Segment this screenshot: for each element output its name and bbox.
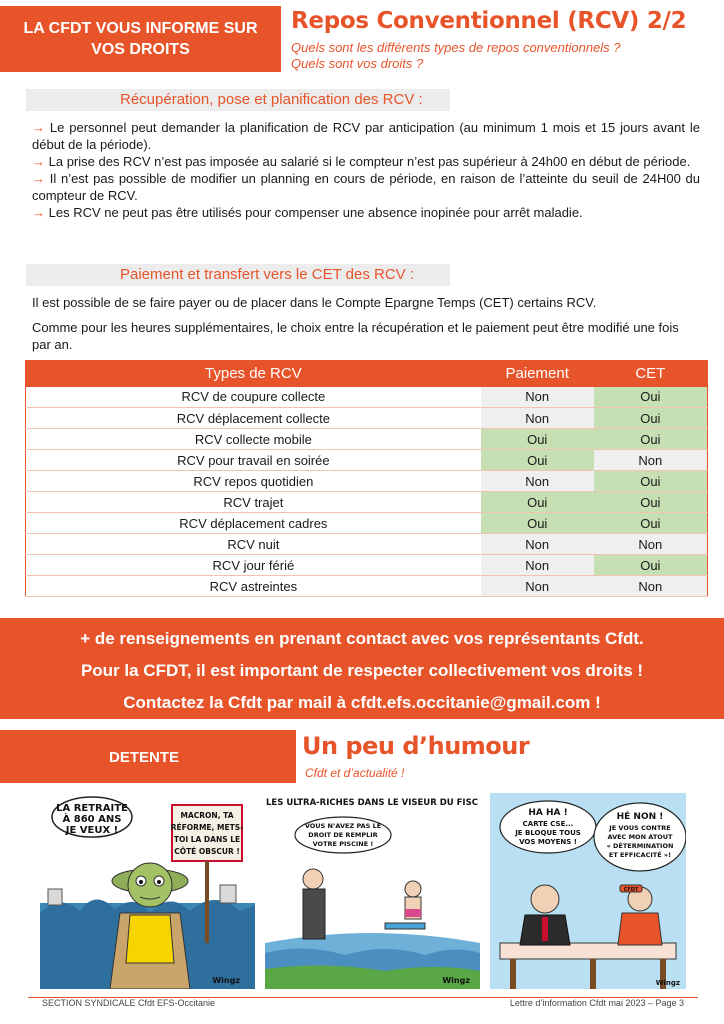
table-row: [26, 429, 708, 450]
bullet-text: Il n’est pas possible de modifier un planning en cours de période, en raison de l’atteinte du seuil de 24H00 du compteur de RCV.: [32, 171, 700, 203]
table-cell-type: RCV nuit: [26, 534, 481, 555]
table-row: [26, 576, 708, 597]
footer-page-info: Lettre d’information Cfdt mai 2023 – Page 3: [509, 998, 684, 1008]
c2-caption: LES ULTRA-RICHES DANS LE VISEUR DU FISC: [266, 798, 478, 808]
table-cell-type: RCV pour travail en soirée: [26, 450, 481, 471]
bullet-list: [32, 119, 700, 221]
paragraph-paiement: Il est possible de se faire payer ou de placer dans le Compte Epargne Temps (CET) certains RCV.: [32, 295, 597, 310]
table-row: [26, 513, 708, 534]
list-item: [32, 153, 700, 170]
table-cell-cet: Oui: [594, 471, 708, 492]
table-cell-type: RCV trajet: [26, 492, 481, 513]
table-cell-type: RCV repos quotidien: [26, 471, 481, 492]
column-header-type: Types de RCV: [26, 361, 481, 387]
c1-sign-line2: RÉFORME, METS-: [170, 823, 244, 832]
c3-bubble1-line4: VOS MOYENS !: [519, 838, 577, 846]
c3-bubble1-line2: CARTE CSE...: [522, 820, 574, 828]
table-cell-paiement: Non: [481, 471, 594, 492]
arrow-right-icon: →: [32, 120, 45, 135]
table-cell-cet: Non: [594, 576, 708, 597]
section-header-recuperation: [26, 89, 450, 111]
c2-bubble-line1: VOUS N’AVEZ PAS LE: [304, 822, 382, 830]
c3-bubble2-line1: HÉ NON !: [616, 812, 664, 822]
subtitle-line2: Quels sont vos droits ?: [291, 56, 424, 71]
list-item: [32, 119, 700, 153]
c1-sign-line4: CÔTÉ OBSCUR !: [174, 847, 240, 856]
table-cell-type: RCV déplacement collecte: [26, 408, 481, 429]
c3-bubble2-line5: ET EFFICACITÉ »!: [608, 851, 672, 859]
c1-bubble-line3: JE VEUX !: [65, 825, 119, 836]
banner-contact-email[interactable]: Contactez la Cfdt par mail à cfdt.efs.occitanie@gmail.com !: [123, 693, 601, 712]
table-cell-paiement: Non: [481, 534, 594, 555]
section-header-paiement: [26, 264, 450, 286]
table-cell-cet: Oui: [594, 513, 708, 534]
banner-line2: Pour la CFDT, il est important de respecter collectivement vos droits !: [80, 661, 644, 680]
table-cell-cet: Oui: [594, 429, 708, 450]
bullet-text: Le personnel peut demander la planification de RCV par anticipation (au minimum 1 mois et 15 jours avant le début de la période).: [32, 120, 700, 152]
detente-label: DETENTE: [109, 749, 180, 766]
header-box-line1: LA CFDT VOUS INFORME SUR: [23, 20, 258, 37]
table-row: [26, 534, 708, 555]
rcv-table: [25, 360, 708, 597]
table-cell-paiement: Non: [481, 576, 594, 597]
c3-signature: Wingz: [655, 979, 680, 987]
section-title-paiement: Paiement et transfert vers le CET des RCV :: [120, 266, 415, 283]
table-cell-paiement: Non: [481, 387, 594, 408]
table-cell-paiement: Oui: [481, 450, 594, 471]
bullet-text: La prise des RCV n’est pas imposée au salarié si le compteur n’est pas supérieur à 24h00 en début de période.: [48, 154, 691, 169]
table-cell-cet: Oui: [594, 408, 708, 429]
table-cell-cet: Oui: [594, 387, 708, 408]
table-row: [26, 387, 708, 408]
c1-bubble-line2: À 860 ANS: [62, 814, 122, 825]
column-header-cet: CET: [594, 361, 708, 387]
table-row: [26, 492, 708, 513]
list-item: [32, 170, 700, 204]
table-row: [26, 555, 708, 576]
table-cell-paiement: Non: [481, 555, 594, 576]
humour-title: Un peu d’humour: [302, 732, 530, 760]
paragraph-choix: Comme pour les heures supplémentaires, le choix entre la récupération et le paiement peut être modifié une fois par an.: [32, 320, 679, 352]
arrow-right-icon: →: [32, 205, 45, 220]
c1-signature: Wingz: [212, 976, 240, 985]
list-item: [32, 204, 700, 221]
c3-badge: CFDT: [623, 887, 639, 893]
cartoon-yoda-retraite: [40, 793, 255, 989]
detente-box: [0, 730, 296, 783]
table-cell-type: RCV jour férié: [26, 555, 481, 576]
table-row: [26, 408, 708, 429]
c2-signature: Wingz: [442, 976, 470, 985]
table-cell-paiement: Oui: [481, 513, 594, 534]
arrow-right-icon: →: [32, 171, 45, 186]
cartoon-carte-cse: [490, 793, 686, 989]
table-cell-paiement: Oui: [481, 492, 594, 513]
section-title-recuperation: Récupération, pose et planification des RCV :: [120, 91, 423, 108]
table-cell-cet: Non: [594, 534, 708, 555]
table-cell-type: RCV de coupure collecte: [26, 387, 481, 408]
header-info-box: [0, 6, 281, 72]
c2-bubble-line2: DROIT DE REMPLIR: [308, 831, 378, 839]
cartoon-1-drawing: [40, 793, 255, 989]
table-row: [26, 450, 708, 471]
table-cell-cet: Non: [594, 450, 708, 471]
table-row: [26, 471, 708, 492]
header-box-line2: VOS DROITS: [91, 41, 190, 58]
c3-bubble2-line3: AVEC MON ATOUT: [607, 833, 673, 841]
cartoon-ultra-riches: [265, 793, 480, 989]
contact-banner: [0, 618, 724, 719]
footer-section: SECTION SYNDICALE Cfdt EFS-Occitanie: [42, 998, 216, 1008]
page-subtitle: [291, 40, 621, 72]
bullet-text: Les RCV ne peut pas être utilisés pour compenser une absence inopinée pour arrêt maladie.: [48, 205, 583, 220]
cartoon-3-drawing: [490, 793, 686, 989]
humour-subtitle: Cfdt et d’actualité !: [305, 766, 405, 780]
table-header-row: [26, 361, 708, 387]
table-cell-type: RCV collecte mobile: [26, 429, 481, 450]
cartoon-2-drawing: [265, 793, 480, 989]
table-cell-cet: Oui: [594, 555, 708, 576]
table-cell-paiement: Oui: [481, 429, 594, 450]
c1-sign-line3: TOI LA DANS LE: [173, 835, 241, 844]
c2-bubble-line3: VOTRE PISCINE !: [312, 840, 374, 848]
banner-line1: + de renseignements en prenant contact avec vos représentants Cfdt.: [80, 629, 644, 648]
table-cell-type: RCV déplacement cadres: [26, 513, 481, 534]
c1-sign-line1: MACRON, TA: [180, 811, 234, 820]
c3-bubble2-line2: JE VOUS CONTRE: [609, 824, 671, 832]
c3-bubble2-line4: « DÉTERMINATION: [606, 842, 674, 850]
c3-bubble1-line3: JE BLOQUE TOUS: [515, 829, 581, 837]
table-cell-type: RCV astreintes: [26, 576, 481, 597]
c1-bubble-line1: LA RETRAITE: [56, 803, 128, 814]
arrow-right-icon: →: [32, 154, 45, 169]
page-title: Repos Conventionnel (RCV) 2/2: [291, 8, 687, 34]
column-header-paiement: Paiement: [481, 361, 594, 387]
table-cell-paiement: Non: [481, 408, 594, 429]
c3-bubble1-line1: HA HA !: [528, 808, 568, 818]
subtitle-line1: Quels sont les différents types de repos conventionnels ?: [291, 40, 621, 55]
table-cell-cet: Oui: [594, 492, 708, 513]
